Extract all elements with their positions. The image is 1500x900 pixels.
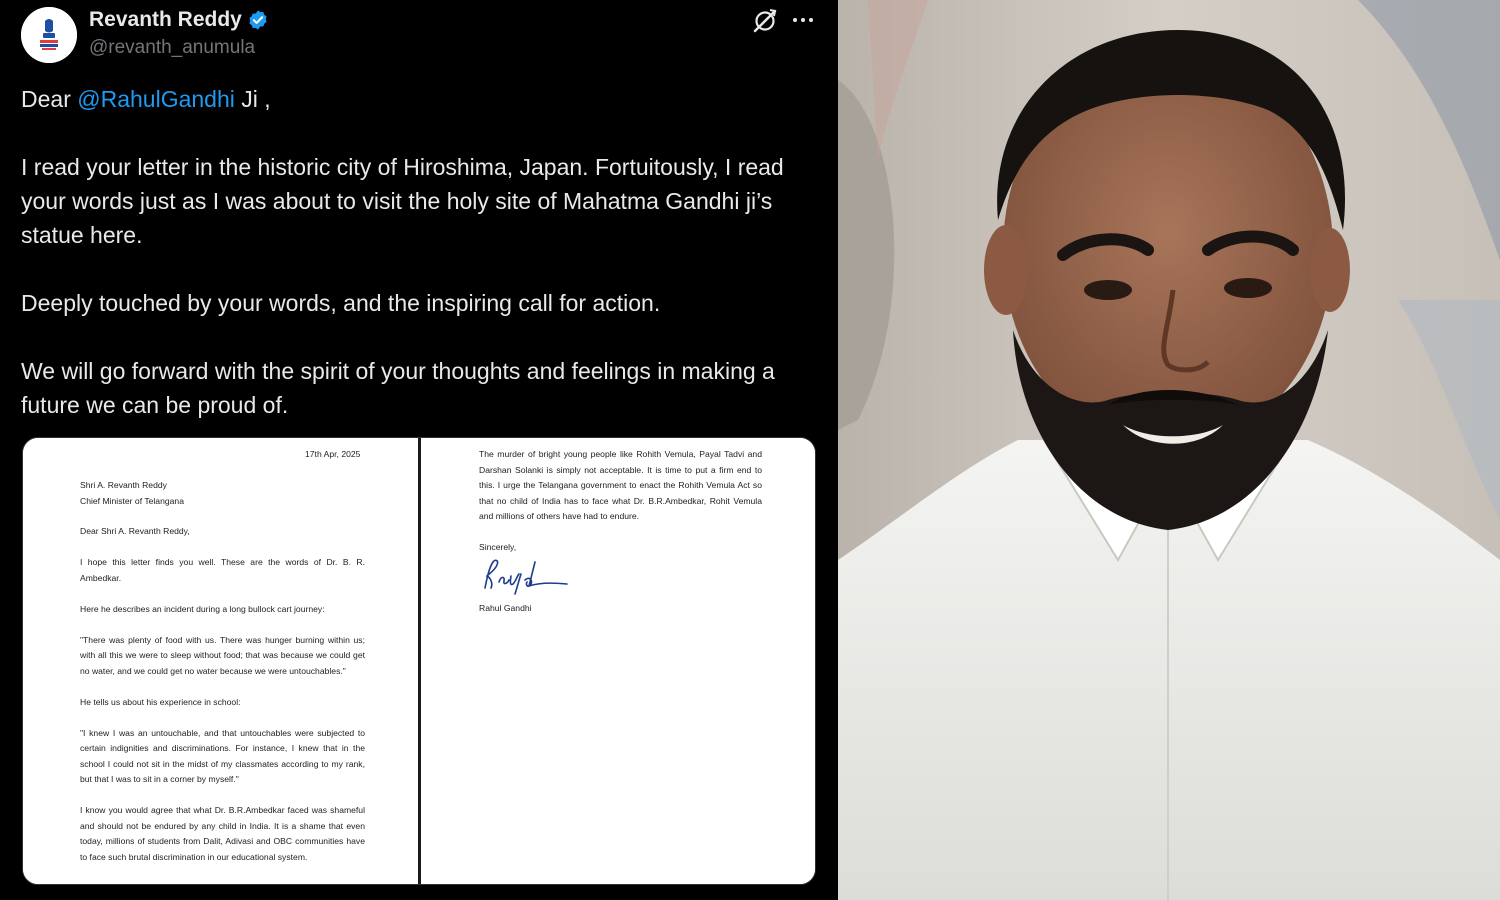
letter-paragraph: I hope this letter finds you well. These are the words of Dr. B. R. Ambedkar. — [80, 557, 365, 583]
letter-signatory: Rahul Gandhi — [479, 603, 532, 613]
portrait-photo — [838, 0, 1500, 900]
author-name-text[interactable]: Revanth Reddy — [89, 8, 242, 31]
letter-body-left — [80, 524, 365, 881]
tweet-greeting — [21, 82, 821, 116]
tweet-paragraph: We will go forward with the spirit of your thoughts and feelings in making a future we can be proud of. — [21, 358, 775, 418]
tweet-paragraph: I read your letter in the historic city of Hiroshima, Japan. Fortuitously, I read your words just as I was about to visit the holy site of Mahatma Gandhi ji’s statue here. — [21, 154, 784, 248]
grok-icon[interactable] — [752, 8, 778, 34]
letter-address — [80, 478, 370, 509]
profile-avatar[interactable] — [21, 7, 77, 63]
letter-date: 17th Apr, 2025 — [305, 449, 361, 459]
letter-salutation: Dear Shri A. Revanth Reddy, — [80, 526, 190, 536]
letter-paragraph: "There was plenty of food with us. There was hunger burning within us; with all this we were to sleep without food; that was because we could get no water, and we could get no water because we were untouchables." — [80, 634, 365, 676]
letter-paragraph: He tells us about his experience in school: — [80, 696, 241, 707]
tweet-body — [21, 82, 821, 422]
tweet-paragraph: Deeply touched by your words, and the inspiring call for action. — [21, 290, 661, 316]
mention-link[interactable]: @RahulGandhi — [77, 86, 235, 112]
party-logo-icon — [21, 7, 77, 63]
author-handle[interactable]: @revanth_anumula — [89, 37, 256, 58]
greeting-prefix: Dear — [21, 86, 78, 112]
more-options-icon[interactable] — [790, 6, 816, 32]
address-line: Chief Minister of Telangana — [80, 495, 184, 506]
letter-body-right: The murder of bright young people like Rohith Vemula, Payal Tadvi and Darshan Solanki is simply not acceptable. It is time to put a firm end to this. I urge the Telangana government to enact the Rohith Vemula Act so that no child of India has to face what Dr. B.R.Ambedkar, Rohit Vemula and millions of others have had to endure. — [479, 449, 762, 521]
letter-page-1 — [23, 438, 418, 885]
signature-icon — [477, 554, 573, 596]
verified-badge-icon — [247, 9, 269, 31]
man-portrait-image — [838, 0, 1500, 900]
letter-paragraph: Here he describes an incident during a long bullock cart journey: — [80, 603, 325, 614]
letter-paragraph: I know you would agree that what Dr. B.R.Ambedkar faced was shameful and should not be endured by any child in India. It is a shame that even today, millions of students from Dalit, Adivasi and OBC communities have to face such brutal discrimination in our educational system. — [80, 805, 365, 862]
letter-paragraph: "I knew I was an untouchable, and that untouchables were subjected to certain indignities and discriminations. For instance, I knew that in the school I could not sit in the midst of my classmates according to my rank, but that I was to sit in a corner by myself." — [80, 727, 365, 784]
greeting-suffix: Ji , — [234, 86, 271, 112]
letter-page-2 — [421, 438, 816, 885]
address-line: Shri A. Revanth Reddy — [80, 480, 167, 490]
letter-closing: Sincerely, — [479, 542, 517, 552]
author-name[interactable] — [89, 8, 269, 32]
attached-letter-image[interactable] — [22, 437, 816, 885]
